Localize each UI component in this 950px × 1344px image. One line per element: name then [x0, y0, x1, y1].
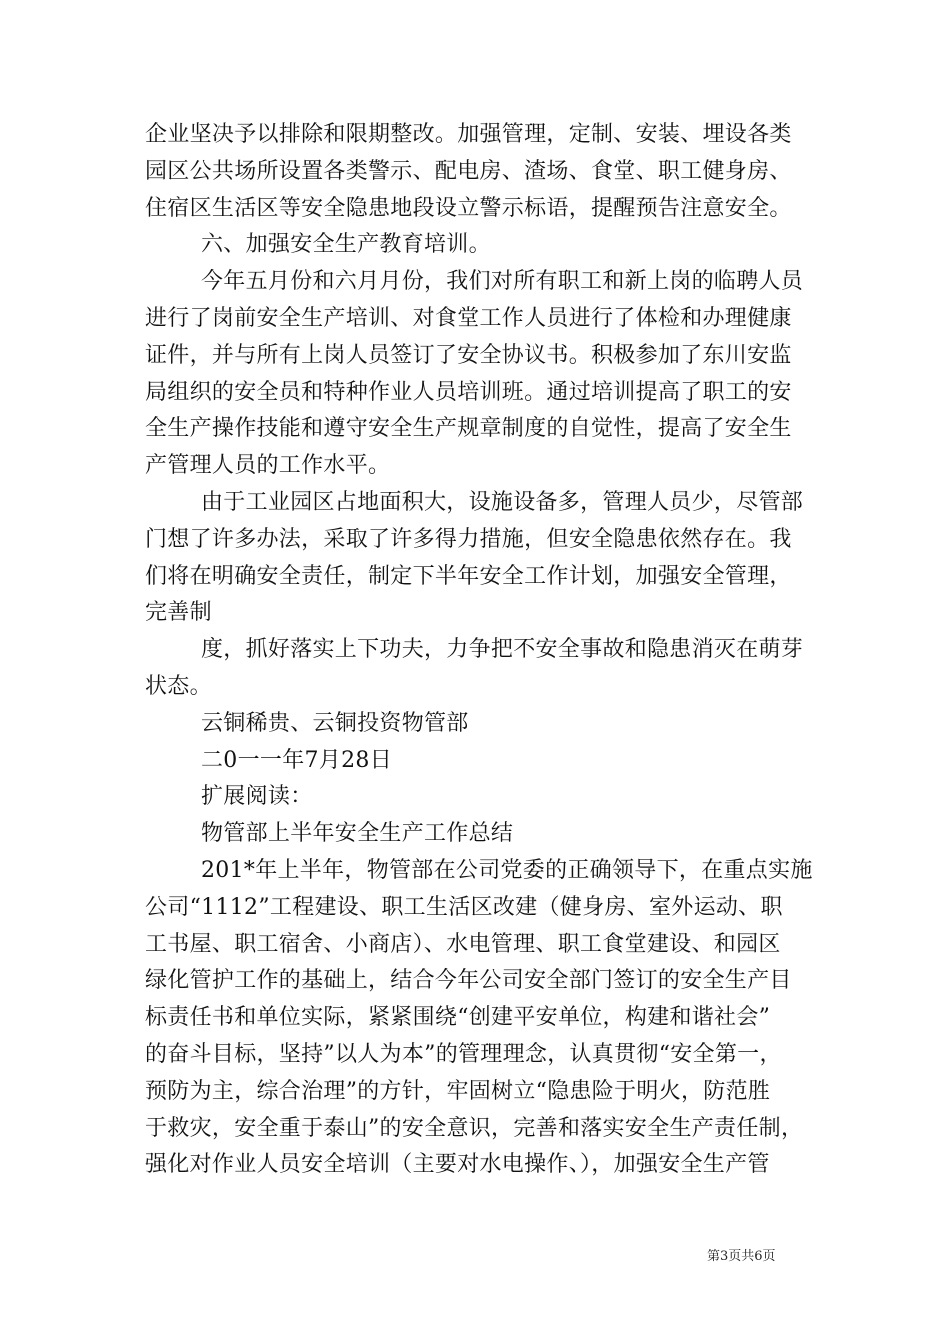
- text-line: 住宿区生活区等安全隐患地段设立警示标语，提醒预告注意安全。: [145, 195, 792, 221]
- signature-date: 二0一一年7月28日: [201, 747, 392, 773]
- extended-reading-label: 扩展阅读：: [201, 784, 313, 810]
- text-line: 预防为主，综合治理”的方针，牢固树立“隐患险于明火，防范胜: [145, 1078, 771, 1104]
- text-line: 完善制: [145, 600, 212, 626]
- signature-organization: 云铜稀贵、云铜投资物管部: [201, 710, 469, 736]
- text-line: 度，抓好落实上下功夫，力争把不安全事故和隐患消灭在萌芽: [201, 637, 804, 663]
- section-heading: 六、加强安全生产教育培训。: [201, 232, 491, 258]
- text-line: 局组织的安全员和特种作业人员培训班。通过培训提高了职工的安: [145, 379, 792, 405]
- text-line: 于救灾，安全重于泰山”的安全意识，完善和落实安全生产责任制，: [145, 1115, 804, 1141]
- article-title: 物管部上半年安全生产工作总结: [201, 821, 514, 847]
- text-line: 证件，并与所有上岗人员签订了安全协议书。积极参加了东川安监: [145, 342, 792, 368]
- text-line: 强化对作业人员安全培训（主要对水电操作、），加强安全生产管: [145, 1152, 770, 1178]
- text-line: 公司“1112”工程建设、职工生活区改建（健身房、室外运动、职: [145, 894, 783, 920]
- text-line: 门想了许多办法，采取了许多得力措施，但安全隐患依然存在。我: [145, 526, 792, 552]
- text-line: 201*年上半年，物管部在公司党委的正确领导下，在重点实施: [201, 857, 813, 883]
- text-line: 今年五月份和六月月份，我们对所有职工和新上岗的临聘人员: [201, 269, 804, 295]
- text-line: 工书屋、职工宿舍、小商店）、水电管理、职工食堂建设、和园区: [145, 931, 781, 957]
- text-line: 全生产操作技能和遵守安全生产规章制度的自觉性，提高了安全生: [145, 416, 792, 442]
- text-line: 由于工业园区占地面积大，设施设备多，管理人员少，尽管部: [201, 489, 804, 515]
- text-line: 园区公共场所设置各类警示、配电房、渣场、食堂、职工健身房、: [145, 158, 792, 184]
- text-line: 产管理人员的工作水平。: [145, 453, 391, 479]
- document-body: [145, 117, 813, 1184]
- text-line: 的奋斗目标，坚持”以人为本”的管理理念，认真贯彻“安全第一，: [145, 1041, 782, 1067]
- text-line: 状态。: [145, 673, 212, 699]
- text-line: 标责任书和单位实际，紧紧围绕“创建平安单位，构建和谐社会”: [145, 1005, 771, 1031]
- page-indicator: 第3页共6页: [707, 1249, 776, 1264]
- text-line: 企业坚决予以排除和限期整改。加强管理，定制、安装、埋设各类: [145, 122, 792, 147]
- text-line: 们将在明确安全责任，制定下半年安全工作计划，加强安全管理，: [145, 563, 792, 589]
- text-line: 绿化管护工作的基础上，结合今年公司安全部门签订的安全生产目: [145, 968, 792, 994]
- text-line: 进行了岗前安全生产培训、对食堂工作人员进行了体检和办理健康: [145, 305, 792, 331]
